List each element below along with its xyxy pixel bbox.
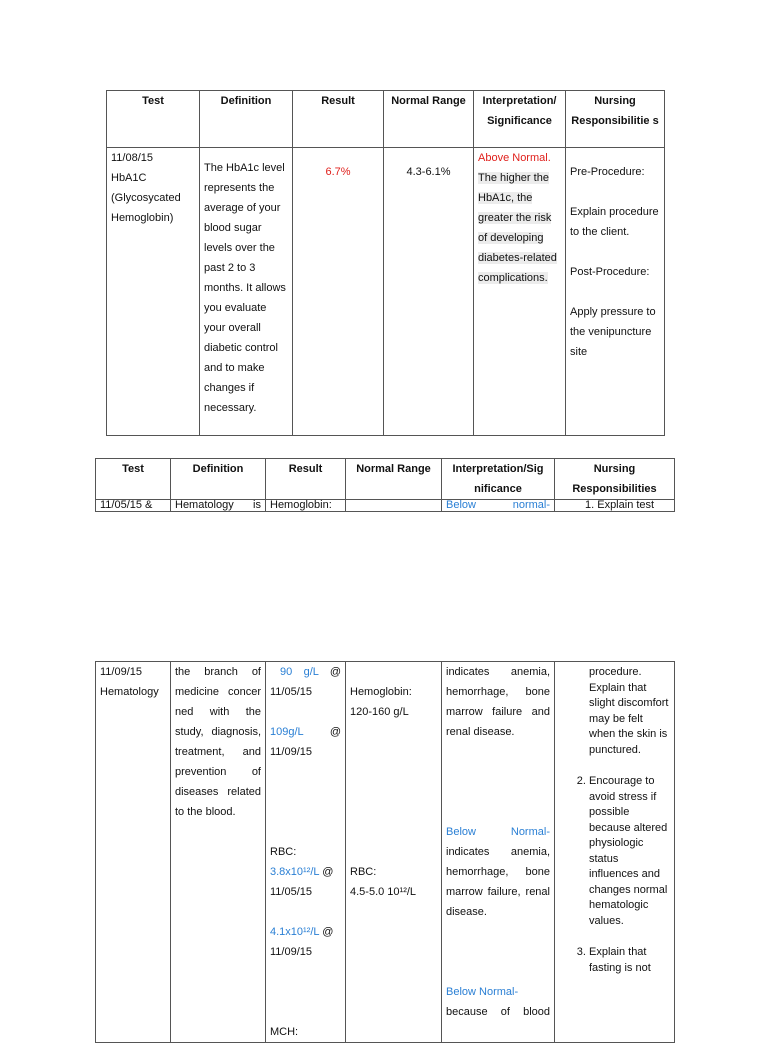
rbc-date-2: 11/09/15 — [270, 946, 313, 958]
cell-test — [96, 500, 171, 512]
mch-interp: because of blood — [446, 1006, 550, 1018]
rbc-label: RBC: — [270, 846, 297, 858]
rbc-nr-label: RBC: — [350, 866, 377, 878]
hematology-continued-table — [95, 661, 675, 1043]
pre-procedure-text: Explain procedure to the client. — [570, 206, 659, 238]
rbc-nr-value: 4.5-5.0 10¹²/L — [350, 886, 417, 898]
hgb-result-1 — [270, 662, 341, 682]
mch-interp-flag — [446, 982, 550, 1002]
header-normal-range: Normal Range — [346, 459, 442, 500]
rbc-interp: indicates anemia, hemorrhage, bone marrow failure, renal disease. — [446, 846, 550, 918]
nursing-text: 1. Explain test — [585, 499, 655, 511]
result-value: 6.7% — [325, 166, 351, 178]
def-word-b: is — [253, 499, 261, 511]
definition-text: The HbA1c level represents the average of your blood sugar levels over the past 2 to 3 months. It allows you evaluate your overall diabetic control and to make changes if necessary. — [204, 162, 286, 414]
hgb-date-1: 11/05/15 — [270, 686, 313, 698]
cell-result — [266, 662, 346, 1043]
test-name: HbA1C — [111, 172, 147, 184]
cell-normal-range — [346, 500, 442, 512]
cell-nursing — [555, 662, 675, 1043]
test-name: Hematology — [100, 686, 159, 698]
header-result: Result — [266, 459, 346, 500]
cell-nursing — [566, 148, 665, 436]
hgb-value-1: 90 g/L — [280, 666, 319, 678]
hgb-at-1: @ — [329, 666, 341, 678]
rbc-at-1: @ — [322, 866, 334, 878]
post-procedure-label: Post-Procedure: — [570, 266, 650, 278]
cell-definition — [200, 148, 293, 436]
pre-procedure-label: Pre-Procedure: — [570, 166, 645, 178]
cell-test — [107, 148, 200, 436]
hgb-nr-label: Hemoglobin: — [350, 686, 412, 698]
mch-interp-flag-text: Below Normal- — [446, 986, 519, 998]
header-definition: Definition — [200, 91, 293, 148]
interp-word-a: Below — [446, 499, 476, 511]
test-text: 11/05/15 & — [100, 499, 153, 511]
rbc-result-2 — [270, 922, 341, 942]
header-test: Test — [96, 459, 171, 500]
rbc-result-1 — [270, 862, 341, 882]
header-interpretation: Interpretation/Sig nificance — [442, 459, 555, 500]
rbc-interp-flag-text: Below Normal- — [446, 826, 550, 838]
nursing-item-3 — [589, 945, 670, 976]
test-date: 11/09/15 — [100, 666, 143, 678]
nursing-item-1-cont — [589, 665, 670, 758]
cell-interpretation — [442, 662, 555, 1043]
header-normal-range: Normal Range — [384, 91, 474, 148]
hgb-date-2: 11/09/15 — [270, 746, 313, 758]
header-test: Test — [107, 91, 200, 148]
test-subtitle: (Glycosycated Hemoglobin) — [111, 192, 181, 224]
rbc-value-2: 4.1x10¹²/L — [270, 926, 320, 938]
result-text: Hemoglobin: — [270, 499, 332, 511]
rbc-at-2: @ — [322, 926, 334, 938]
cell-normal-range — [384, 148, 474, 436]
hba1c-table — [106, 90, 665, 436]
rbc-value-1: 3.8x10¹²/L — [270, 866, 320, 878]
def-word-a: Hematology — [175, 499, 234, 511]
hgb-nr-value: 120-160 g/L — [350, 706, 409, 718]
cell-normal-range — [346, 662, 442, 1043]
hgb-result-2 — [270, 722, 341, 742]
interp-flag: Above Normal. — [478, 152, 551, 164]
cell-result — [293, 148, 384, 436]
nursing-item-3-text: Explain that fasting is not — [589, 946, 651, 974]
definition-text: the branch of medicine concer ned with the study, diagnosis, treatment, and prevention of diseases related to the blood. — [175, 666, 261, 818]
interp-word-b: normal- — [512, 499, 550, 511]
hgb-value-2: 109g/L — [270, 726, 304, 738]
header-result: Result — [293, 91, 384, 148]
rbc-interp-flag — [446, 822, 550, 842]
nursing-list — [559, 665, 670, 976]
interp-text: The higher the HbA1c, the greater the risk of developing diabetes-related complications. — [478, 172, 557, 284]
nursing-item-1-text: procedure. Explain that slight discomfort may be felt when the skin is punctured. — [589, 666, 669, 756]
hgb-at-2: @ — [329, 726, 341, 738]
hgb-interp: indicates anemia, hemorrhage, bone marrow failure and renal disease. — [446, 666, 550, 738]
cell-definition — [171, 500, 266, 512]
cell-test — [96, 662, 171, 1043]
cell-nursing — [555, 500, 675, 512]
cell-interpretation — [474, 148, 566, 436]
rbc-date-1: 11/05/15 — [270, 886, 313, 898]
cell-definition — [171, 662, 266, 1043]
nursing-item-2-text: Encourage to avoid stress if possible because altered physiologic status influences and changes normal hematologic values. — [589, 775, 668, 927]
header-nursing: Nursing Responsibilities — [555, 459, 675, 500]
header-interpretation: Interpretation/ Significance — [474, 91, 566, 148]
cell-interpretation — [442, 500, 555, 512]
nursing-item-2 — [589, 774, 670, 929]
header-nursing: Nursing Responsibilitie s — [566, 91, 665, 148]
header-definition: Definition — [171, 459, 266, 500]
cell-result — [266, 500, 346, 512]
post-procedure-text: Apply pressure to the venipuncture site — [570, 306, 656, 358]
hematology-header-table — [95, 458, 675, 512]
normal-range-value: 4.3-6.1% — [406, 166, 451, 178]
mch-label: MCH: — [270, 1026, 299, 1038]
test-date: 11/08/15 — [111, 152, 154, 164]
